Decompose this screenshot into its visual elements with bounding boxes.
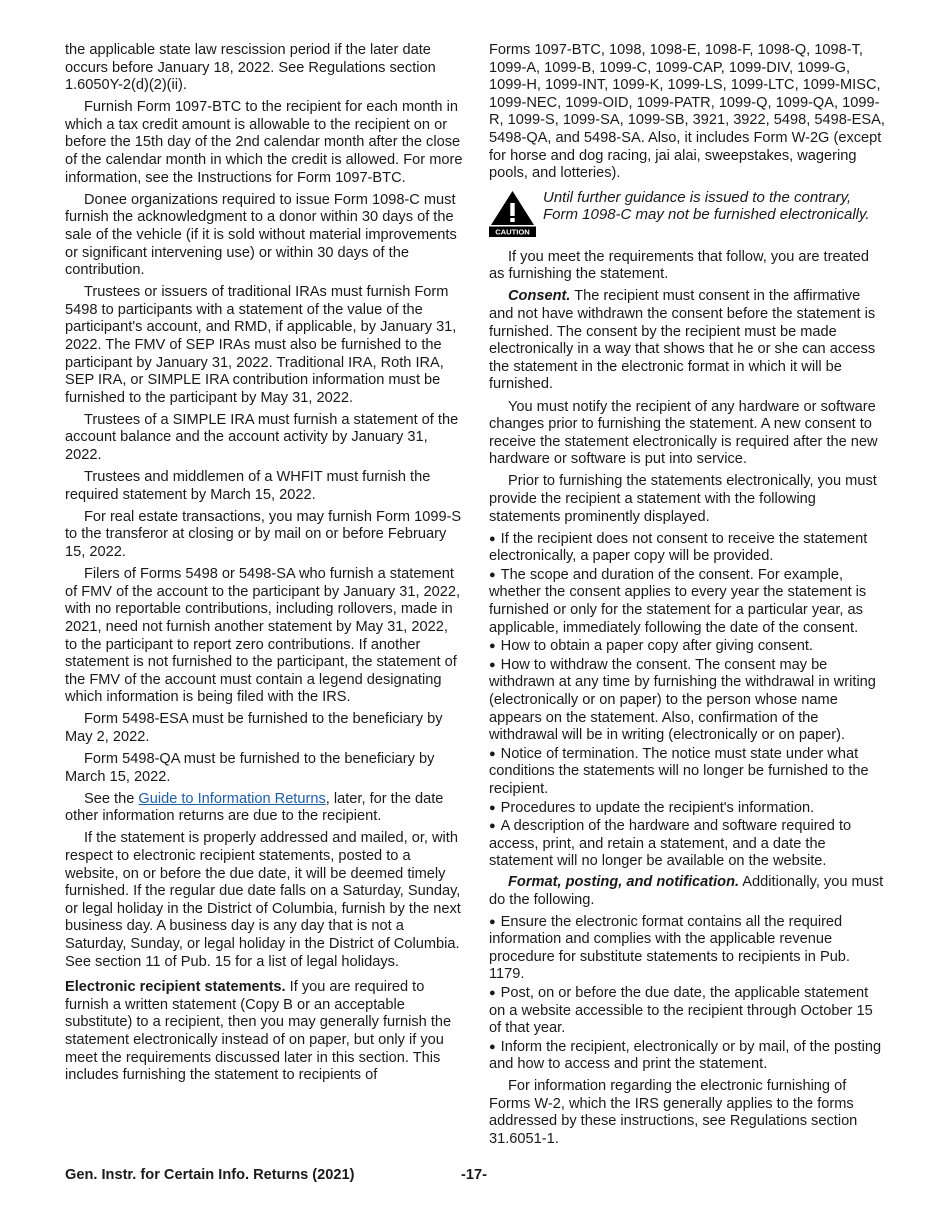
caution-warning-icon <box>489 189 536 237</box>
left-column <box>65 42 463 1089</box>
bullet-icon: ● <box>489 658 496 671</box>
paragraph: Form 5498-QA must be furnished to the beneficiary by March 15, 2022. <box>65 751 435 785</box>
paragraph: You must notify the recipient of any hardware or software changes prior to furnishing the statement. A new consent to receive the statement electronically is required after the new hardware or software is put into service. <box>489 398 878 468</box>
section-heading: Format, posting, and notification. <box>508 873 740 890</box>
paragraph-format-posting <box>489 874 887 909</box>
paragraph-consent <box>489 288 887 394</box>
caution-note <box>489 189 887 237</box>
list-item-text: The scope and duration of the consent. For example, whether the consent applies to every year the statement is furnished or only for the statement for a particular year, as applicable, immediately following the date of the consent. <box>489 566 867 636</box>
right-column <box>489 42 887 1153</box>
list-item <box>489 985 887 1038</box>
paragraph: If the statement is properly addressed and mailed, or, with respect to electronic recipient statements, posted to a website, on or before the due date, it will be deemed timely furnished. If the regular due date falls on a Saturday, Sunday, or legal holiday in the District of Columbia, furnish by the next business day. A business day is any day that is not a Saturday, Sunday, or legal holiday in the District of Columbia. See section 11 of Pub. 15 for a list of legal holidays. <box>65 830 461 970</box>
list-item-text: Ensure the electronic format contains all the required information and complies with the applicable revenue procedure for substitute statements to recipients in Pub. 1179. <box>489 913 850 983</box>
bullet-icon: ● <box>489 820 496 833</box>
list-item <box>489 800 887 818</box>
paragraph: Filers of Forms 5498 or 5498-SA who furnish a statement of FMV of the account to the participant by January 31, 2022, with no reportable contributions, including rollovers, made in 2021, need not furnish another statement by May 31, 2022, to the participant to report zero contributions. If another statement is not furnished to the participant, the statement of the FMV of the account must contain a legend designating which information is being filed with the IRS. <box>65 566 461 706</box>
list-item-text: Inform the recipient, electronically or by mail, of the posting and how to access and print the statement. <box>489 1038 882 1073</box>
list-item <box>489 531 887 566</box>
list-item <box>489 638 887 656</box>
paragraph: Prior to furnishing the statements electronically, you must provide the recipient a statement with the following statements prominently displayed. <box>489 473 877 525</box>
paragraph-guide-reference <box>65 791 463 826</box>
bullet-icon: ● <box>489 1040 496 1053</box>
list-item-text: A description of the hardware and software required to access, print, and retain a statement, and a date the statement will no longer be available on the website. <box>489 818 852 870</box>
list-item-text: How to withdraw the consent. The consent may be withdrawn at any time by furnishing the withdrawal in writing (electronically or on paper) to the person whose name appears on the statement. Also, confirmation of the withdrawal will be in writing (electronically or on paper). <box>489 656 876 744</box>
paragraph: the applicable state law rescission period if the later date occurs before January 18, 2022. See Regulations section 1.6050Y-2(d)(2)(ii). <box>65 42 436 94</box>
list-item <box>489 567 887 637</box>
bullet-icon: ● <box>489 987 496 999</box>
text: , later, for the date other information returns are due to the recipient. <box>65 790 444 825</box>
guide-to-information-returns-link[interactable]: Guide to Information Returns <box>138 790 326 807</box>
paragraph-electronic-statements <box>65 979 463 1085</box>
bullet-icon: ● <box>489 915 496 928</box>
paragraph: If you meet the requirements that follow, you are treated as furnishing the statement. <box>489 248 869 283</box>
list-item <box>489 1039 887 1074</box>
list-item-text: Procedures to update the recipient's information. <box>500 799 815 816</box>
list-item-text: How to obtain a paper copy after giving consent. <box>500 638 813 655</box>
text: If you are required to furnish a written statement (Copy B or an acceptable substitute) to a recipient, then you may generally furnish the statement electronically instead of on paper, but only if you meet the requirements discussed later in this section. This includes furnishing the statement to recipients of <box>65 979 452 1084</box>
list-item <box>489 818 887 871</box>
list-item-text: If the recipient does not consent to receive the statement electronically, a paper copy will be provided. <box>489 530 868 565</box>
list-item <box>489 657 887 745</box>
paragraph: Trustees of a SIMPLE IRA must furnish a statement of the account balance and the account activity by January 31, 2022. <box>65 411 459 464</box>
paragraph: Form 5498-ESA must be furnished to the beneficiary by May 2, 2022. <box>65 711 443 745</box>
bullet-icon: ● <box>489 532 496 545</box>
text: See the <box>84 790 139 807</box>
bullet-icon: ● <box>489 801 496 814</box>
page-footer <box>65 1167 887 1187</box>
bullet-icon: ● <box>489 747 496 760</box>
paragraph: Forms 1097-BTC, 1098, 1098-E, 1098-F, 1098-Q, 1098-T, 1099-A, 1099-B, 1099-C, 1099-CAP, 1099-DIV, 1099-G, 1099-H, 1099-INT, 1099-K, 1099-LS, 1099-LTC, 1099-MISC, 1099-NEC, 1099-OID, 1099-PATR, 1099-Q, 1099-QA, 1099-R, 1099-S, 1099-SA, 1099-SB, 3921, 3922, 5498, 5498-ESA, 5498-QA, and 5498-SA. Also, it includes Form W-2G (except for horse and dog racing, jai alai, sweepstakes, wagering pools, and lotteries). <box>489 42 885 182</box>
bullet-icon: ● <box>489 568 496 581</box>
section-heading: Electronic recipient statements. <box>65 979 286 996</box>
bullet-icon: ● <box>489 640 496 653</box>
paragraph: For information regarding the electronic furnishing of Forms W-2, which the IRS generally applies to the forms addressed by these instructions, see Regulations section 31.6051-1. <box>489 1077 858 1147</box>
paragraph: Donee organizations required to issue Form 1098-C must furnish the acknowledgment to a donor within 30 days of the sale of the vehicle (if it is sold without material improvements or significant intervening use) or within 30 days of the contribution. <box>65 191 457 279</box>
paragraph: Trustees and middlemen of a WHFIT must furnish the required statement by March 15, 2022. <box>65 469 431 503</box>
paragraph: Trustees or issuers of traditional IRAs must furnish Form 5498 to participants with a statement of the value of the participant's account, and RMD, if applicable, by January 31, 2022. The FMV of SEP IRAs must also be furnished to the participant by January 31, 2022. Traditional IRA, Roth IRA, SEP IRA, or SIMPLE IRA contribution information must be furnished to the participant by May 31, 2022. <box>65 284 457 406</box>
page-number: -17- <box>461 1167 487 1183</box>
caution-label: CAUTION <box>495 227 530 237</box>
text: The recipient must consent in the affirmative and not have withdrawn the consent before the statement is furnished. The consent by the recipient must be made electronically in a way that shows that he or she can access the statement in the electronic format in which it will be furnished. <box>489 288 876 393</box>
text: Additionally, you must do the following. <box>489 873 884 908</box>
section-heading: Consent. <box>508 288 571 305</box>
list-item <box>489 746 887 799</box>
caution-text: Until further guidance is issued to the contrary, Form 1098-C may not be furnished electronically. <box>543 188 870 224</box>
paragraph: Furnish Form 1097-BTC to the recipient for each month in which a tax credit amount is allowable to the recipient on or before the 15th day of the 2nd calendar month after the close of the calendar month in which the credit is allowed. For more information, see the Instructions for Form 1097-BTC. <box>65 99 463 186</box>
list-item-text: Post, on or before the due date, the applicable statement on a website accessible to the recipient through October 15 of that year. <box>489 985 873 1037</box>
list-item-text: Notice of termination. The notice must state under what conditions the statements will no longer be furnished to the recipient. <box>489 745 869 797</box>
footer-title: Gen. Instr. for Certain Info. Returns (2021) <box>65 1167 355 1183</box>
list-item <box>489 914 887 984</box>
paragraph: For real estate transactions, you may furnish Form 1099-S to the transferor at closing or by mail on or before February 15, 2022. <box>65 508 462 561</box>
